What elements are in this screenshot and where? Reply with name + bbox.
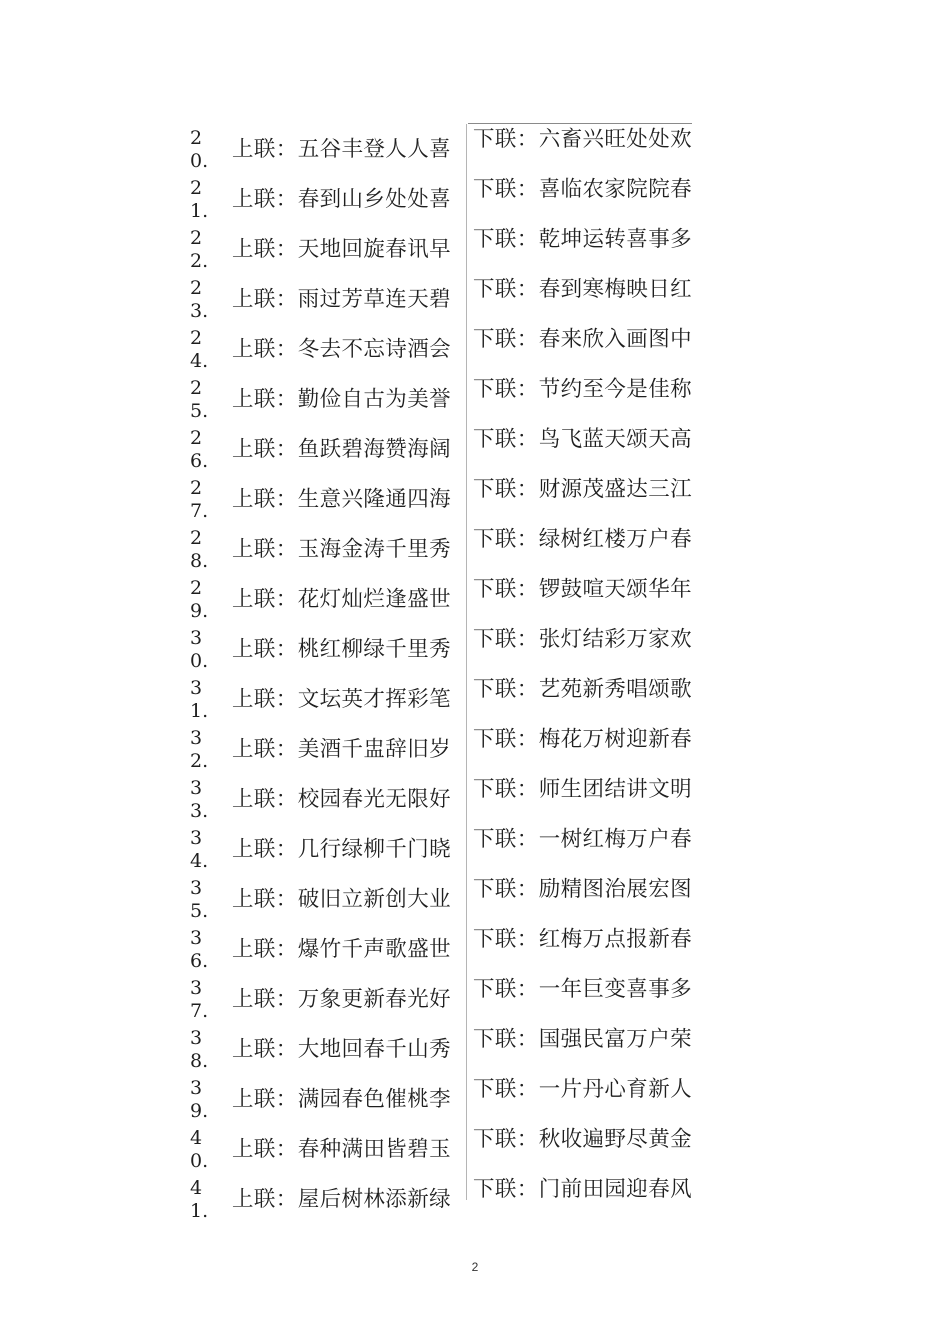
lower-line: 下联：财源茂盛达三江 <box>473 477 693 502</box>
couplet-row <box>0 1024 950 1074</box>
lower-line: 下联：鸟飞蓝天颂天高 <box>473 427 693 452</box>
item-number: 2 5. <box>190 377 209 422</box>
couplet-row <box>0 474 950 524</box>
couplet-row <box>0 774 950 824</box>
upper-line: 上联：几行绿柳千门晓 <box>232 837 452 862</box>
couplet-row <box>0 1074 950 1124</box>
page-number: 2 <box>471 1260 479 1274</box>
couplet-row <box>0 424 950 474</box>
item-number: 2 8. <box>190 527 209 572</box>
lower-line: 下联：门前田园迎春风 <box>473 1177 693 1202</box>
couplet-row <box>0 224 950 274</box>
lower-line: 下联：国强民富万户荣 <box>473 1027 693 1052</box>
couplet-row <box>0 824 950 874</box>
upper-line: 上联：鱼跃碧海赞海阔 <box>232 437 452 462</box>
lower-line: 下联：师生团结讲文明 <box>473 777 693 802</box>
upper-line: 上联：玉海金涛千里秀 <box>232 537 452 562</box>
upper-line: 上联：花灯灿烂逢盛世 <box>232 587 452 612</box>
lower-line: 下联：励精图治展宏图 <box>473 877 693 902</box>
item-number: 3 9. <box>190 1077 209 1122</box>
upper-line: 上联：春种满田皆碧玉 <box>232 1137 452 1162</box>
lower-line: 下联：艺苑新秀唱颂歌 <box>473 677 693 702</box>
upper-line: 上联：生意兴隆通四海 <box>232 487 452 512</box>
lower-line: 下联：乾坤运转喜事多 <box>473 227 693 252</box>
item-number: 3 1. <box>190 677 209 722</box>
item-number: 3 4. <box>190 827 209 872</box>
item-number: 2 6. <box>190 427 209 472</box>
lower-line: 下联：节约至今是佳称 <box>473 377 693 402</box>
lower-line: 下联：一片丹心育新人 <box>473 1077 693 1102</box>
couplet-row <box>0 874 950 924</box>
item-number: 3 5. <box>190 877 209 922</box>
couplet-row <box>0 174 950 224</box>
upper-line: 上联：屋后树林添新绿 <box>232 1187 452 1212</box>
item-number: 3 7. <box>190 977 209 1022</box>
lower-line: 下联：六畜兴旺处处欢 <box>473 127 693 152</box>
couplet-row <box>0 1174 950 1224</box>
item-number: 3 6. <box>190 927 209 972</box>
couplet-row <box>0 274 950 324</box>
lower-line: 下联：一年巨变喜事多 <box>473 977 693 1002</box>
upper-line: 上联：勤俭自古为美誉 <box>232 387 452 412</box>
upper-line: 上联：桃红柳绿千里秀 <box>232 637 452 662</box>
upper-line: 上联：满园春色催桃李 <box>232 1087 452 1112</box>
couplet-row <box>0 924 950 974</box>
item-number: 2 1. <box>190 177 209 222</box>
upper-line: 上联：春到山乡处处喜 <box>232 187 452 212</box>
lower-line: 下联：春来欣入画图中 <box>473 327 693 352</box>
item-number: 2 2. <box>190 227 209 272</box>
item-number: 3 0. <box>190 627 209 672</box>
upper-line: 上联：万象更新春光好 <box>232 987 452 1012</box>
couplet-row <box>0 674 950 724</box>
item-number: 2 3. <box>190 277 209 322</box>
upper-line: 上联：冬去不忘诗酒会 <box>232 337 452 362</box>
item-number: 2 9. <box>190 577 209 622</box>
upper-line: 上联：五谷丰登人人喜 <box>232 137 452 162</box>
couplet-list <box>0 124 950 1222</box>
couplet-row <box>0 324 950 374</box>
lower-line: 下联：红梅万点报新春 <box>473 927 693 952</box>
lower-line: 下联：张灯结彩万家欢 <box>473 627 693 652</box>
lower-line: 下联：秋收遍野尽黄金 <box>473 1127 693 1152</box>
lower-line: 下联：喜临农家院院春 <box>473 177 693 202</box>
couplet-row <box>0 974 950 1024</box>
lower-line: 下联：锣鼓喧天颂华年 <box>473 577 693 602</box>
lower-line: 下联：一树红梅万户春 <box>473 827 693 852</box>
item-number: 3 8. <box>190 1027 209 1072</box>
upper-line: 上联：破旧立新创大业 <box>232 887 452 912</box>
upper-line: 上联：雨过芳草连天碧 <box>232 287 452 312</box>
item-number: 4 0. <box>190 1127 209 1172</box>
item-number: 3 3. <box>190 777 209 822</box>
item-number: 4 1. <box>190 1177 209 1222</box>
upper-line: 上联：爆竹千声歌盛世 <box>232 937 452 962</box>
couplet-row <box>0 574 950 624</box>
upper-line: 上联：文坛英才挥彩笔 <box>232 687 452 712</box>
item-number: 2 4. <box>190 327 209 372</box>
couplet-row <box>0 374 950 424</box>
couplet-row <box>0 624 950 674</box>
upper-line: 上联：大地回春千山秀 <box>232 1037 452 1062</box>
item-number: 2 0. <box>190 127 209 172</box>
couplet-row <box>0 724 950 774</box>
couplet-row <box>0 524 950 574</box>
item-number: 2 7. <box>190 477 209 522</box>
upper-line: 上联：美酒千盅辞旧岁 <box>232 737 452 762</box>
lower-line: 下联：梅花万树迎新春 <box>473 727 693 752</box>
lower-line: 下联：春到寒梅映日红 <box>473 277 693 302</box>
lower-line: 下联：绿树红楼万户春 <box>473 527 693 552</box>
couplet-row <box>0 1124 950 1174</box>
item-number: 3 2. <box>190 727 209 772</box>
upper-line: 上联：天地回旋春讯早 <box>232 237 452 262</box>
couplet-row <box>0 124 950 174</box>
upper-line: 上联：校园春光无限好 <box>232 787 452 812</box>
